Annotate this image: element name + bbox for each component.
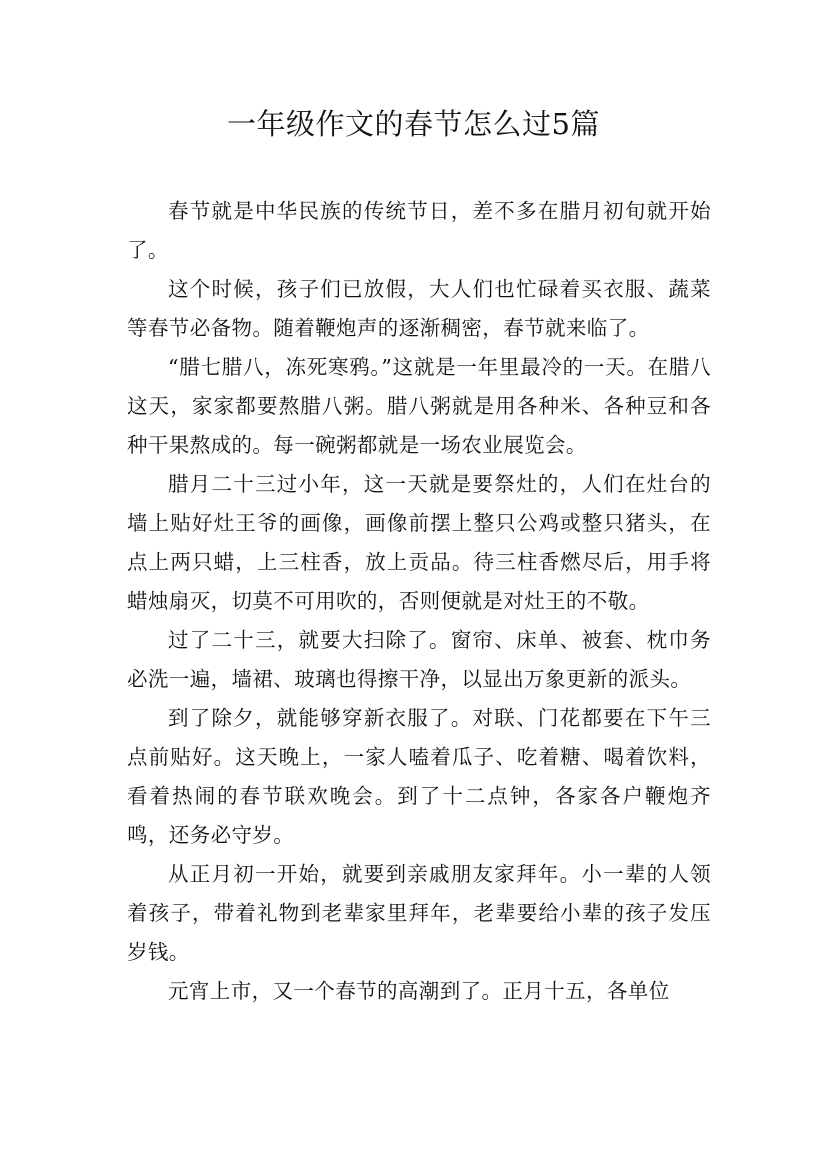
- paragraph: 腊月二十三过小年，这一天就是要祭灶的，人们在灶台的墙上贴好灶王爷的画像，画像前摆上整只公鸡或整只猪头，在点上两只蜡，上三柱香，放上贡品。待三柱香燃尽后，用手将蜡烛扇灭，切莫不可用吹的，否则便就是对灶王的不敬。: [127, 472, 711, 613]
- document-body: [127, 192, 711, 1011]
- document-title: 一年级作文的春节怎么过5篇: [227, 107, 600, 141]
- paragraph: 过了二十三，就要大扫除了。窗帘、床单、被套、枕巾务必洗一遍，墙裙、玻璃也得擦干净，以显出万象更新的派头。: [127, 628, 711, 691]
- paragraph: 到了除夕，就能够穿新衣服了。对联、门花都要在下午三点前贴好。这天晚上，一家人嗑着瓜子、吃着糖、喝着饮料，看着热闹的春节联欢晚会。到了十二点钟，各家各户鞭炮齐鸣，还务必守岁。: [127, 706, 711, 847]
- paragraph: 春节就是中华民族的传统节日，差不多在腊月初旬就开始了。: [127, 199, 711, 262]
- paragraph: 从正月初一开始，就要到亲戚朋友家拜年。小一辈的人领着孩子，带着礼物到老辈家里拜年，老辈要给小辈的孩子发压岁钱。: [127, 862, 711, 964]
- paragraph: “腊七腊八，冻死寒鸦。”这就是一年里最冷的一天。在腊八这天，家家都要熬腊八粥。腊八粥就是用各种米、各种豆和各种干果熬成的。每一碗粥都就是一场农业展览会。: [127, 355, 711, 457]
- paragraph: 元宵上市，又一个春节的高潮到了。正月十五，各单位: [168, 979, 670, 1003]
- paragraph: 这个时候，孩子们已放假，大人们也忙碌着买衣服、蔬菜等春节必备物。随着鞭炮声的逐渐稠密，春节就来临了。: [127, 277, 711, 340]
